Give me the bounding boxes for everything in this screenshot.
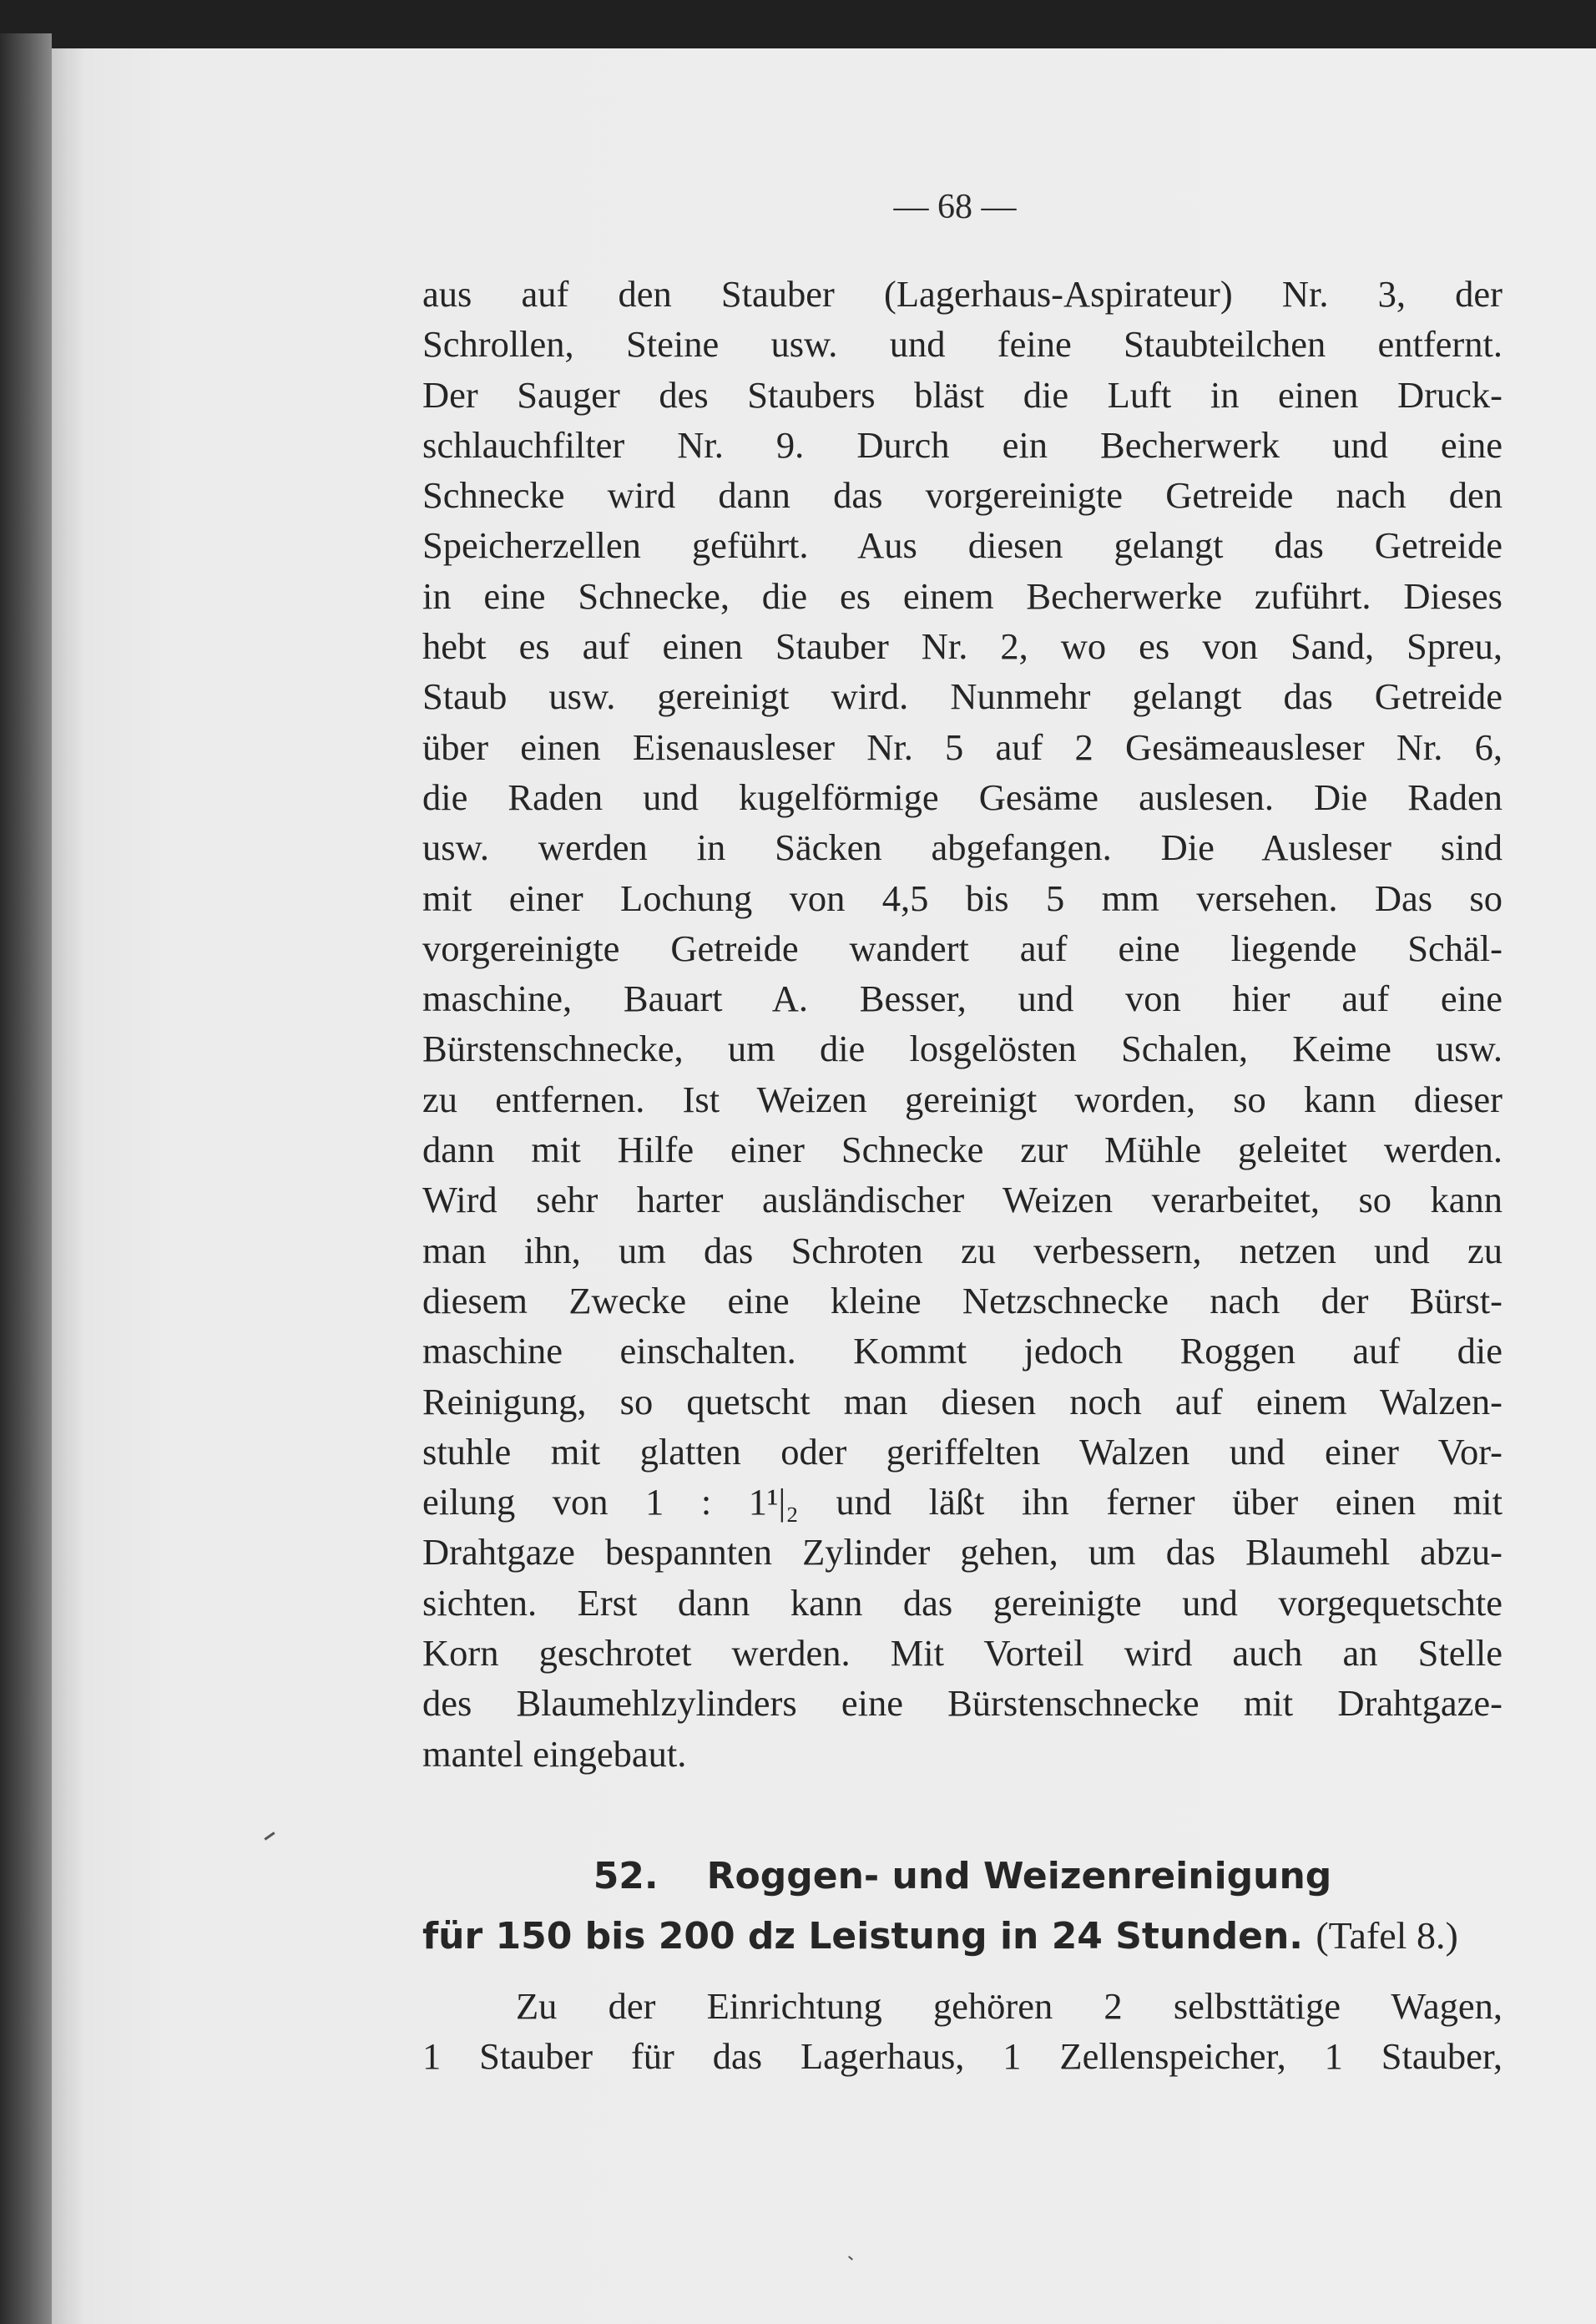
section-number: 52. [593,1855,659,1897]
section-title-line2: für 150 bis 200 dz Leistung in 24 Stunden. [422,1915,1303,1958]
text-line: in eine Schnecke, die es einem Becherwerke zuführt. Dieses [422,574,1503,617]
book-spine-shadow [0,33,52,2324]
text-line: Schnecke wird dann das vorgereinigte Getreide nach den [422,474,1503,517]
text-line: Zu der Einrichtung gehören 2 selbsttätige Wagen, [516,1985,1503,2027]
text-line: sichten. Erst dann kann das gereinigte und vorgequetschte [422,1581,1503,1624]
text-line: usw. werden in Säcken abgefangen. Die Ausleser sind [422,826,1503,869]
text-line: Reinigung, so quetscht man diesen noch auf einem Walzen- [422,1380,1503,1422]
text-line: mit einer Lochung von 4,5 bis 5 mm versehen. Das so [422,877,1503,919]
section-intro-paragraph [422,1981,1503,2082]
text-line: dann mit Hilfe einer Schnecke zur Mühle geleitet werden. [422,1129,1503,1171]
text-line: über einen Eisenausleser Nr. 5 auf 2 Gesämeausleser Nr. 6, [422,725,1503,768]
page-number: — 68 — [893,188,1017,226]
text-line: aus auf den Stauber (Lagerhaus-Aspirateur) Nr. 3, der [422,273,1503,315]
text-line: schlauchfilter Nr. 9. Durch ein Becherwerk und eine [422,423,1503,466]
text-line: mantel eingebaut. [422,1732,687,1775]
text-line: Bürstenschnecke, um die losgelösten Schalen, Keime usw. [422,1028,1503,1070]
text-line: des Blaumehlzylinders eine Bürstenschnecke mit Drahtgaze- [422,1682,1503,1725]
text-line: maschine einschalten. Kommt jedoch Roggen auf die [422,1330,1503,1372]
text-line: diesem Zwecke eine kleine Netzschnecke nach der Bürst- [422,1279,1503,1321]
text-line: eilung von 1 : 1¹|₂ und läßt ihn ferner über einen mit [422,1481,1503,1523]
plate-reference: (Tafel 8.) [1316,1914,1458,1957]
text-line: zu entfernen. Ist Weizen gereinigt worden, so kann dieser [422,1078,1503,1120]
text-line: 1 Stauber für das Lagerhaus, 1 Zellenspeicher, 1 Stauber, [422,2035,1503,2078]
text-line: vorgereinigte Getreide wandert auf eine liegende Schäl- [422,927,1503,969]
text-line: die Raden und kugelförmige Gesäme auslesen. Die Raden [422,776,1503,818]
text-line: hebt es auf einen Stauber Nr. 2, wo es von Sand, Spreu, [422,625,1503,668]
text-line: Korn geschrotet werden. Mit Vorteil wird auch an Stelle [422,1632,1503,1675]
text-line: Wird sehr harter ausländischer Weizen verarbeitet, so kann [422,1179,1503,1221]
section-subheading [422,1913,1503,1958]
text-line: stuhle mit glatten oder geriffelten Walzen und einer Vor- [422,1430,1503,1473]
page-edge [52,48,70,2324]
text-line: Speicherzellen geführt. Aus diesen gelangt das Getreide [422,524,1503,567]
text-line: maschine, Bauart A. Besser, und von hier auf eine [422,978,1503,1020]
text-line: Der Sauger des Staubers bläst die Luft in einen Druck- [422,373,1503,416]
section-heading [422,1855,1503,1897]
text-line: man ihn, um das Schroten zu verbessern, netzen und zu [422,1229,1503,1271]
text-line: Drahtgaze bespannten Zylinder gehen, um das Blaumehl abzu- [422,1531,1503,1574]
text-line: Schrollen, Steine usw. und feine Staubteilchen entfernt. [422,323,1503,366]
text-line: Staub usw. gereinigt wird. Nunmehr gelangt das Getreide [422,675,1503,718]
body-paragraph [422,269,1503,1779]
section-title-line1: Roggen- und Weizenreinigung [706,1855,1332,1897]
